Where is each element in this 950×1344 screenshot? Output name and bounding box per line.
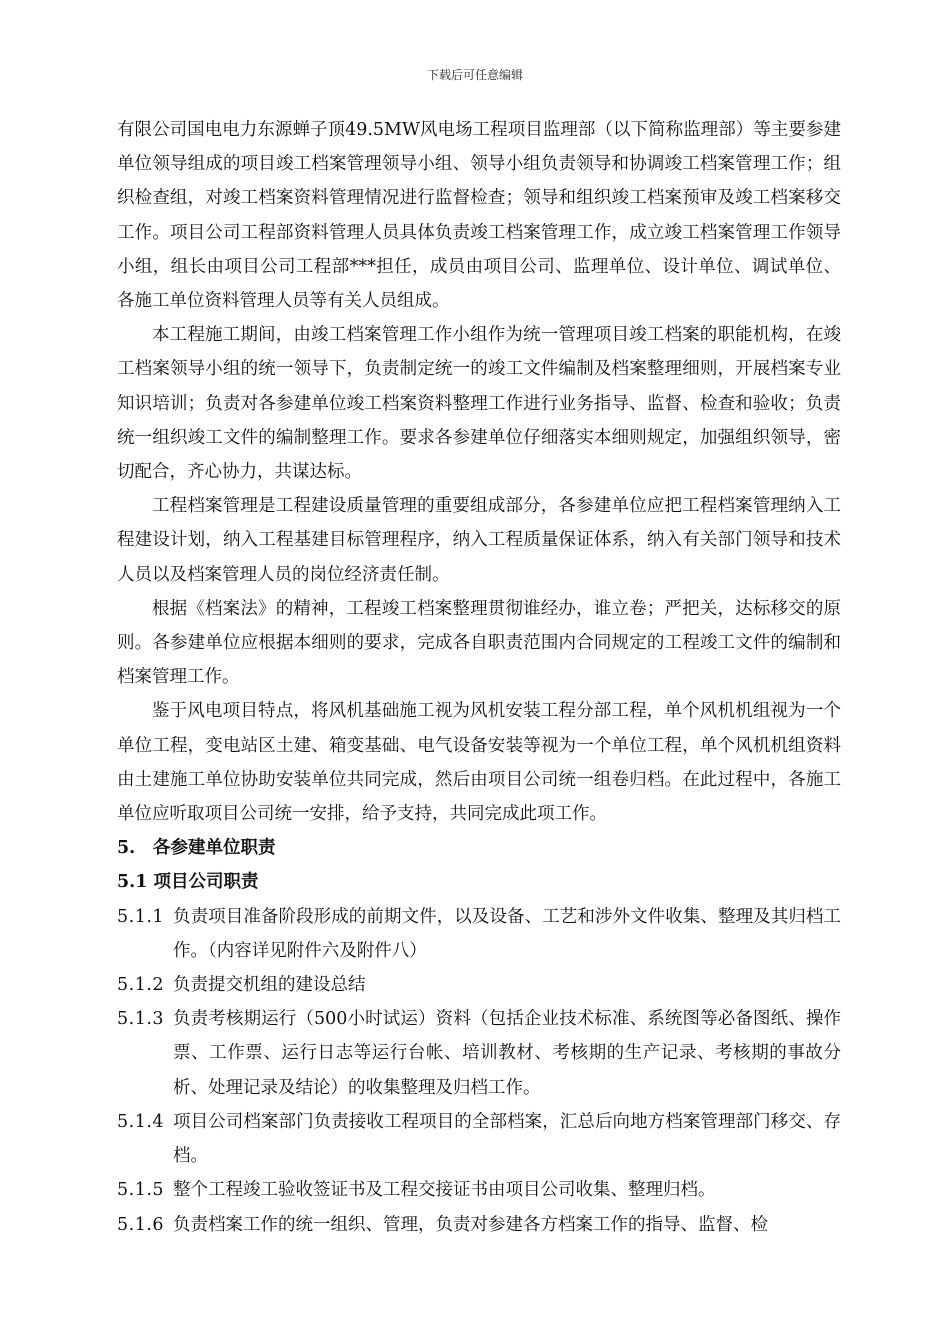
clause-5-1-6	[117, 1208, 841, 1242]
clause-number: 5.1.5	[117, 1180, 165, 1201]
clause-number: 5.1.6	[117, 1214, 165, 1235]
clause-text: 负责提交机组的建设总结	[173, 975, 366, 996]
paragraph-wind-project: 鉴于风电项目特点，将风机基础施工视为风机安装工程分部工程，单个风机机组视为一个单位工程，变电站区土建、箱变基础、电气设备安装等视为一个单位工程，单个风机机组资料由土建施工单位协助安装单位共同完成，然后由项目公司统一组卷归档。在此过程中，各施工单位应听取项目公司统一安排，给予支持，共同完成此项工作。	[117, 701, 841, 825]
section-5-1-heading: 5.1 项目公司职责	[117, 872, 259, 893]
clause-5-1-1	[117, 900, 841, 968]
clause-text: 负责考核期运行（500小时试运）资料（包括企业技术标准、系统图等必备图纸、操作票、工作票、运行日志等运行台帐、培训教材、考核期的生产记录、考核期的事故分析、处理记录及结论）的收集整理及归档工作。	[173, 1009, 841, 1098]
clause-number: 5.1.4	[117, 1111, 165, 1132]
section-5-title: 各参建单位职责	[153, 838, 276, 859]
clause-5-1-4	[117, 1105, 841, 1173]
clause-5-1-5	[117, 1173, 841, 1207]
paragraph-archive-management: 工程档案管理是工程建设质量管理的重要组成部分，各参建单位应把工程档案管理纳入工程建设计划，纳入工程基建目标管理程序，纳入工程质量保证体系，纳入有关部门领导和技术人员以及档案管理人员的岗位经济责任制。	[117, 496, 841, 585]
clause-number: 5.1.1	[117, 906, 165, 927]
paragraph-leadership-group: 有限公司国电电力东源蝉子顶49.5MW风电场工程项目监理部（以下简称监理部）等主要参建单位领导组成的项目竣工档案管理领导小组、领导小组负责领导和协调竣工档案管理工作；组织检查组，对竣工档案资料管理情况进行监督检查；领导和组织竣工档案预审及竣工档案移交工作。项目公司工程部资料管理人员具体负责竣工档案管理工作，成立竣工档案管理工作领导小组，组长由项目公司工程部***担任，成员由项目公司、监理单位、设计单位、调试单位、各施工单位资料管理人员等有关人员组成。	[117, 120, 841, 312]
clause-text: 项目公司档案部门负责接收工程项目的全部档案，汇总后向地方档案管理部门移交、存档。	[173, 1111, 841, 1167]
clause-text: 负责档案工作的统一组织、管理，负责对参建各方档案工作的指导、监督、检	[173, 1214, 768, 1235]
clause-text: 整个工程竣工验收签证书及工程交接证书由项目公司收集、整理归档。	[173, 1180, 716, 1201]
clause-5-1-3	[117, 1002, 841, 1105]
document-body	[117, 113, 841, 1242]
paragraph-working-group: 本工程施工期间，由竣工档案管理工作小组作为统一管理项目竣工档案的职能机构，在竣工档案领导小组的统一领导下，负责制定统一的竣工文件编制及档案整理细则，开展档案专业知识培训；负责对各参建单位竣工档案资料整理工作进行业务指导、监督、检查和验收；负责统一组织竣工文件的编制整理工作。要求各参建单位仔细落实本细则规定，加强组织领导，密切配合，齐心协力，共谋达标。	[117, 325, 841, 483]
paragraph-archive-law: 根据《档案法》的精神，工程竣工档案整理贯彻谁经办，谁立卷；严把关，达标移交的原则。各参建单位应根据本细则的要求，完成各自职责范围内合同规定的工程竣工文件的编制和档案管理工作。	[117, 598, 841, 688]
clause-5-1-2	[117, 968, 841, 1002]
clause-number: 5.1.3	[117, 1009, 165, 1030]
section-5-number: 5.	[117, 838, 136, 859]
clause-number: 5.1.2	[117, 975, 165, 996]
section-5-heading	[117, 831, 841, 865]
header-note: 下载后可任意编辑	[426, 68, 523, 82]
clause-text: 负责项目准备阶段形成的前期文件，以及设备、工艺和涉外文件收集、整理及其归档工作。（内容详见附件六及附件八）	[173, 906, 841, 961]
